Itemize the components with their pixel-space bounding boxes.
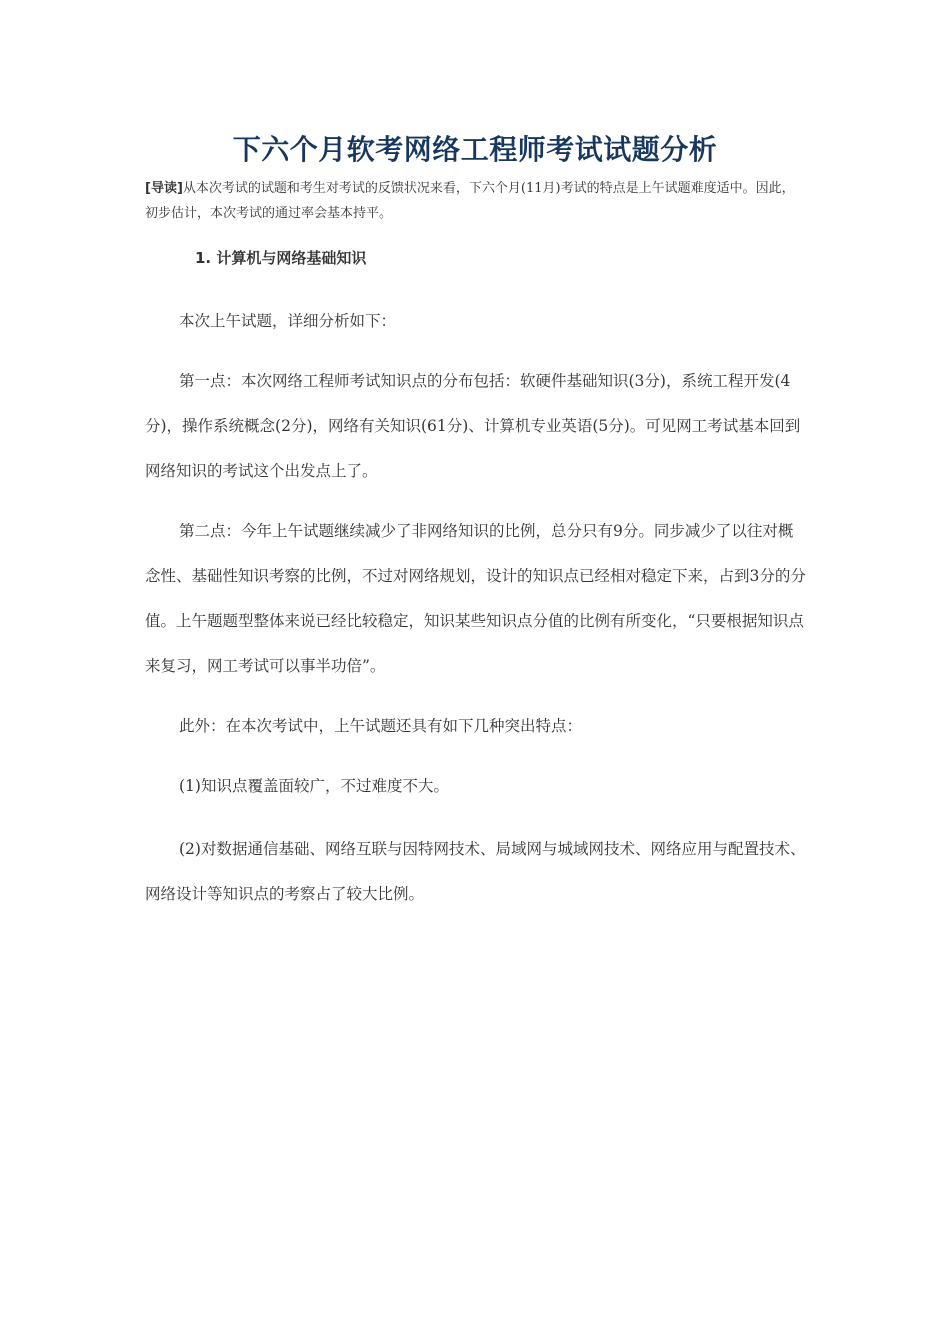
paragraph-features: 此外：在本次考试中，上午试题还具有如下几种突出特点： [179, 717, 583, 735]
paragraph-point-two: 第二点：今年上午试题继续减少了非网络知识的比例，总分只有9分。同步减少了以往对概念性、基础性知识考察的比例，不过对网络规划，设计的知识点已经相对稳定下来，占到3分的分值。上午题题型整体来说已经比较稳定，知识某些知识点分值的比例有所变化，“只要根据知识点来复习，网工考试可以事半功倍”。 [145, 522, 806, 675]
document-title: 下六个月软考网络工程师考试试题分析 [232, 133, 718, 166]
paragraph-point-one: 第一点：本次网络工程师考试知识点的分布包括：软硬件基础知识(3分)，系统工程开发(4分)，操作系统概念(2分)，网络有关知识(61分)、计算机专业英语(5分)。可见网工考试基本回到网络知识的考试这个出发点上了。 [145, 372, 801, 480]
paragraph-intro: 本次上午试题，详细分析如下： [179, 312, 397, 330]
paragraph-item-two: (2)对数据通信基础、网络互联与因特网技术、局域网与城域网技术、网络应用与配置技术、网络设计等知识点的考察占了较大比例。 [145, 840, 806, 903]
lead-label: [导读] [145, 181, 183, 196]
paragraph-item-one: (1)知识点覆盖面较广，不过难度不大。 [179, 777, 449, 795]
lead-text: 从本次考试的试题和考生对考试的反馈状况来看，下六个月(11月)考试的特点是上午试题难度适中。因此，初步估计，本次考试的通过率会基本持平。 [145, 181, 795, 221]
lead-paragraph [145, 176, 805, 226]
section-heading: 1. 计算机与网络基础知识 [195, 249, 367, 267]
